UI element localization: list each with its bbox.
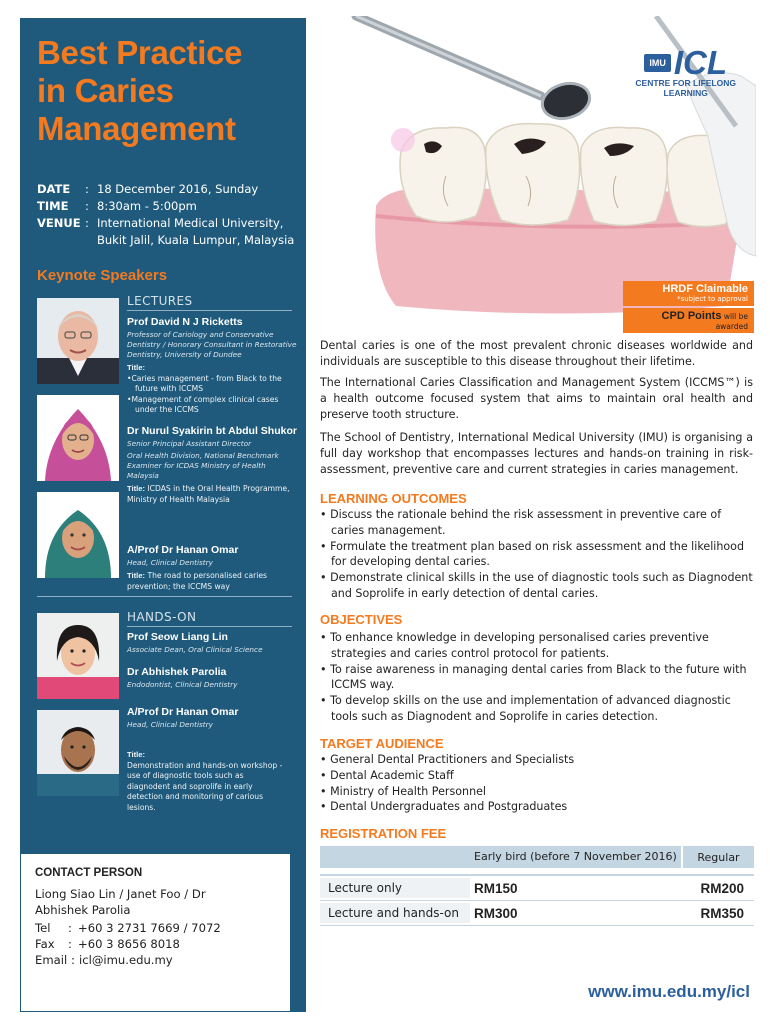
cpd-points (623, 308, 754, 333)
imu-logo-mark: IMU (644, 54, 671, 72)
list-item: • Formulate the treatment plan based on risk assessment and the likelihood for developing dental caries. (320, 539, 753, 571)
list-item: • General Dental Practitioners and Specialists (320, 752, 753, 768)
speaker-photo-ricketts (37, 298, 119, 384)
talk-item: • Caries management - from Black to the future with ICCMS (127, 374, 299, 395)
event-details (37, 181, 296, 249)
list-item: • To develop skills on the use and implementation of advanced diagnostic tools such as Diagnodent and Soprolife in caries detection. (320, 693, 753, 725)
fee-early-value: RM150 (474, 880, 518, 896)
table-row (320, 876, 754, 900)
title-label: Title: (127, 750, 146, 759)
logo-subtitle-1: CENTRE FOR LIFELONG (635, 78, 736, 88)
icl-logo-text: ICL (673, 44, 728, 81)
fee-header-regular: Regular (697, 850, 740, 864)
logo-subtitle-2: LEARNING (663, 87, 708, 98)
speaker-name: Prof Seow Liang Lin (127, 631, 228, 643)
talk-title-label (127, 363, 299, 374)
section-divider (37, 596, 292, 597)
speaker-photo-abhishek (37, 710, 119, 796)
speaker-role: Head, Clinical Dentistry (127, 720, 213, 729)
speaker-name: Dr Abhishek Parolia (127, 666, 227, 678)
speaker-name: Dr Nurul Syakirin bt Abdul Shukor (127, 425, 297, 437)
speaker-role-2: Oral Health Division, National Benchmark Examiner for ICDAS Ministry of Health Malaysia (127, 451, 279, 480)
list-item: • To raise awareness in managing dental caries from Black to the future with ICCMS way. (320, 662, 753, 694)
hrdf-label: HRDF Claimable (662, 283, 748, 295)
tel-value: +60 3 2731 7669 / 7072 (78, 921, 221, 935)
target-audience-heading: TARGET AUDIENCE (320, 736, 444, 751)
colon: : (68, 921, 72, 935)
venue-value: International Medical University, Bukit Jalil, Kuala Lumpur, Malaysia (97, 216, 295, 247)
contact-heading: CONTACT PERSON (35, 867, 143, 879)
colon: : (85, 216, 89, 230)
venue-label: VENUE (37, 216, 81, 230)
fee-row-separator (320, 925, 754, 926)
hrdf-badge (623, 281, 754, 331)
speaker-nurul (127, 425, 299, 505)
fee-early-value: RM300 (474, 905, 518, 921)
lectures-heading: LECTURES (127, 294, 193, 308)
title-label: Title: (127, 484, 146, 493)
speaker-abhishek (127, 666, 299, 690)
talk-item: • Management of complex clinical cases under the ICCMS (127, 395, 299, 416)
talk-title (127, 484, 299, 505)
handson-heading: HANDS-ON (127, 610, 197, 624)
target-audience-list (320, 752, 753, 815)
list-item: • To enhance knowledge in developing personalised caries preventive strategies and caries control protocol for patients. (320, 630, 753, 662)
speaker-role: Professor of Cariology and Conservative Dentistry / Honorary Consultant in Restorative Dentistry, University of Dundee (127, 330, 297, 359)
fee-row-label: Lecture and hands-on (320, 903, 470, 923)
speaker-name: Prof David N J Ricketts (127, 316, 243, 328)
speaker-photo-hanan (37, 492, 119, 578)
fee-table-header (320, 846, 754, 868)
learning-outcomes-list (320, 507, 753, 602)
speaker-photo-nurul (37, 395, 119, 481)
talk-title (127, 571, 299, 592)
handson-title (127, 747, 287, 813)
objectives-list (320, 630, 753, 725)
talk-list (127, 374, 299, 416)
date-label: DATE (37, 182, 71, 196)
title-label: Title: (127, 571, 146, 580)
colon: : (85, 182, 89, 196)
colon: : (85, 199, 89, 213)
fee-header-early: Early bird (before 7 November 2016) (470, 846, 683, 868)
speaker-role: Head, Clinical Dentistry (127, 558, 213, 567)
talk-title-text: Demonstration and hands-on workshop - use of diagnostic tools such as diagnodent and soprolife in early detection and monitoring of carious lesions. (127, 760, 283, 812)
speaker-role: Associate Dean, Oral Clinical Science (127, 645, 263, 654)
contact-names: Liong Siao Lin / Janet Foo / Dr Abhishek Parolia (35, 887, 206, 917)
talk-title-text: ICDAS in the Oral Health Programme, Ministry of Health Malaysia (127, 484, 290, 504)
learning-outcomes-heading: LEARNING OUTCOMES (320, 491, 467, 506)
title-line-3: Management (37, 110, 236, 147)
time-label: TIME (37, 199, 69, 213)
date-value: 18 December 2016, Sunday (97, 182, 259, 196)
page-title (37, 34, 296, 148)
table-row (320, 901, 754, 925)
colon: : (68, 937, 72, 951)
talk-title-label (127, 750, 287, 761)
list-item: • Discuss the rationale behind the risk assessment in preventive care of caries management. (320, 507, 753, 539)
speaker-hanan (127, 544, 299, 592)
title-label: Title: (127, 363, 146, 372)
hrdf-claimable (623, 281, 754, 306)
tel-label: Tel (35, 921, 51, 935)
speaker-name: A/Prof Dr Hanan Omar (127, 544, 239, 556)
list-item: • Dental Academic Staff (320, 768, 753, 784)
intro-paragraph-3: The School of Dentistry, International Medical University (IMU) is organising a full day workshop that encompasses lectures and hands-on training in risk-assessment, preventive care and current strategies in caries management. (320, 431, 753, 476)
hrdf-subject: *subject to approval (677, 295, 748, 303)
lectures-rule (127, 310, 292, 311)
list-item: • Dental Undergraduates and Postgraduates (320, 799, 753, 815)
email-link[interactable]: icl@imu.edu.my (79, 953, 173, 967)
intro-paragraph-1: Dental caries is one of the most prevalent chronic diseases worldwide and individuals are susceptible to this disease throughout their lifetime. (320, 339, 753, 368)
fee-row-label: Lecture only (320, 878, 470, 898)
list-item: • Demonstrate clinical skills in the use of diagnostic tools such as Diagnodent and Soprolife in early detection of dental caries. (320, 570, 753, 602)
website-link[interactable]: www.imu.edu.my/icl (588, 982, 750, 1001)
title-line-2: in Caries (37, 72, 174, 109)
speaker-ricketts (127, 316, 299, 416)
talk-title-text: The road to personalised caries prevention; the ICCMS way (127, 571, 267, 591)
fee-regular-value: RM200 (700, 880, 744, 896)
list-item: • Ministry of Health Personnel (320, 784, 753, 800)
fee-regular-value: RM350 (700, 905, 744, 921)
keynote-heading: Keynote Speakers (37, 267, 168, 284)
title-line-1: Best Practice (37, 34, 243, 71)
cpd-note: will be awarded (715, 312, 748, 331)
registration-fee-heading: REGISTRATION FEE (320, 826, 447, 841)
icl-logo (635, 46, 736, 98)
fax-label: Fax (35, 937, 55, 951)
speaker-seow (127, 631, 299, 655)
colon: : (71, 953, 75, 967)
fee-table (320, 846, 754, 926)
cpd-label: CPD Points (661, 310, 722, 322)
fax-value: +60 3 8656 8018 (78, 937, 180, 951)
intro-paragraph-2: The International Caries Classification and Management System (ICCMS™) is a health outcome focused system that aims to maintain oral health and preserve tooth structure. (320, 376, 753, 421)
speaker-role: Senior Principal Assistant Director (127, 439, 252, 448)
objectives-heading: OBJECTIVES (320, 612, 403, 627)
handson-rule (127, 626, 292, 627)
email-label: Email (35, 953, 68, 967)
speaker-photo-seow (37, 613, 119, 699)
contact-box (21, 854, 290, 1011)
speaker-name: A/Prof Dr Hanan Omar (127, 706, 239, 718)
time-value: 8:30am - 5:00pm (97, 199, 197, 213)
speaker-role: Endodontist, Clinical Dentistry (127, 680, 238, 689)
speaker-hanan-handson (127, 706, 299, 730)
